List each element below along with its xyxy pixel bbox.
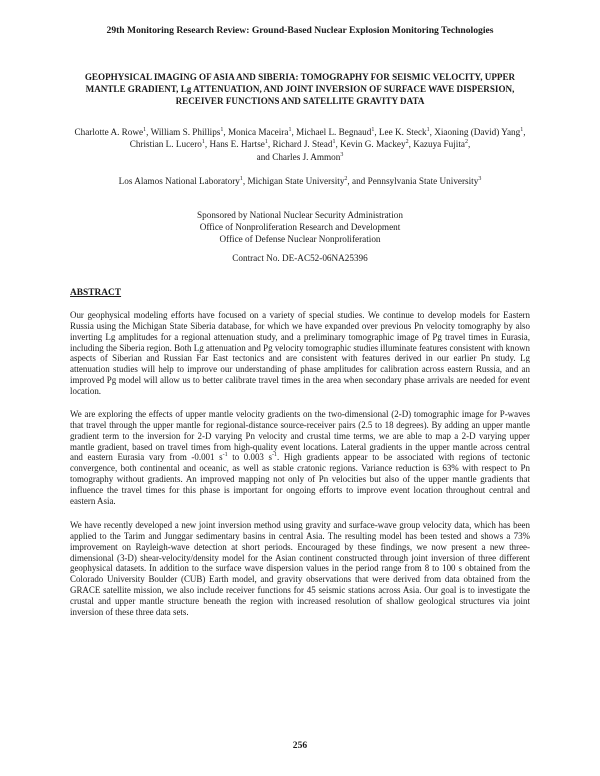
- author-name: Xiaoning (David) Yang: [434, 127, 521, 137]
- author-affiliation-mark: 1: [288, 126, 292, 133]
- abstract-heading: ABSTRACT: [70, 288, 122, 298]
- author: Kevin G. Mackey$^2$,: [340, 139, 414, 150]
- author-list: [70, 126, 530, 163]
- affiliation: [368, 176, 482, 186]
- superscript: -1: [222, 452, 228, 459]
- author-name: Christian L. Lucero: [129, 139, 202, 150]
- author-affiliation-mark: 1: [201, 139, 205, 146]
- page-number: 256: [292, 740, 308, 751]
- affiliation-list: [40, 176, 560, 186]
- author-affiliation-mark: 1: [143, 126, 147, 133]
- author-name: Kazuya Fujita: [413, 139, 465, 150]
- author-affiliation-mark: 1: [426, 126, 430, 133]
- sponsor-line: Office of Nonproliferation Research and Development: [199, 222, 401, 232]
- affiliation: Los Alamos National Laboratory$^1$,: [118, 175, 248, 186]
- abstract-paragraph: Our geophysical modeling efforts have focused on a variety of special studies. We continue to develop models for Eastern Russia using the Michigan State Siberia database, for which we have expanded over previous Pn velocity tomography by also inverting Lg amplitudes for a regional attenuation study, and a preliminary tomographic image of Pg travel times in Eurasia, including the Siberia region. Both Lg attenuation and Pg velocity tomographic studies illuminate features consistent with known aspects of Siberian and Russian Far East tectonics and are consistent with features derived in our earlier Pn study. Lg attenuation studies will help to improve our understanding of phase amplitudes for calibration across eastern Russia, and an improved Pg model will allow us to better calibrate travel times in the area when secondary phase arrivals are needed for event location.: [70, 310, 530, 396]
- author-name: Charlotte A. Rowe: [74, 127, 144, 137]
- author-name: Richard J. Stead: [272, 139, 333, 150]
- affiliation-name: Michigan State University: [247, 176, 345, 186]
- author: Charlotte A. Rowe$^1$,: [74, 126, 151, 137]
- author-affiliation-mark: 1: [264, 139, 268, 146]
- author: Richard J. Stead$^1$,: [272, 139, 341, 150]
- author-name: Hans E. Hartse: [209, 139, 265, 150]
- abstract-paragraph: We are exploring the effects of upper mantle velocity gradients on the two-dimensional (2-D) tomographic image for P-waves that travel through the upper mantle for regional-distance source-receiver pairs (2.5 to 18 degrees). By adding an upper mantle gradient term to the inversion for 2-D varying Pn velocity and crustal time terms, we are able to map a 2-D varying upper mantle gradient, based on travel times from high-quality event locations. Lateral gradients in the upper mantle across central and eastern Eurasia vary from -0.001 $s^{-1}$ to 0.003 $s^{-1}$. High gradients appear to be associated with regions of tectonic convergence, both continental and oceanic, as well as stable cratonic regions. Variance reduction is 63% with respect to Pn tomography without gradients. An improved mapping not only of Pn velocities but also of the upper mantle gradients that influence the travel times for this phase is important for ongoing efforts to improve event location throughout central and eastern Asia.: [70, 409, 530, 506]
- affiliation-mark: 1: [239, 175, 243, 182]
- contract-number: Contract No. DE-AC52-06NA25396: [232, 253, 368, 263]
- running-header: 29th Monitoring Research Review: Ground-Based Nuclear Explosion Monitoring Technologies: [106, 25, 494, 36]
- sponsor-line: Office of Defense Nuclear Nonproliferation: [219, 234, 381, 244]
- author: [257, 152, 344, 162]
- author-name: Monica Maceira: [227, 127, 289, 137]
- author-name: Lee K. Steck: [378, 127, 427, 137]
- author: Lee K. Steck$^1$,: [378, 126, 435, 137]
- affiliation-name: Pennsylvania State University: [367, 176, 479, 186]
- author-affiliation-mark: 3: [340, 151, 344, 158]
- author: Christian L. Lucero$^1$,: [129, 139, 210, 150]
- author: Kazuya Fujita$^2$,: [413, 139, 471, 150]
- author-name: Kevin G. Mackey: [340, 139, 406, 150]
- affiliation-mark: 3: [478, 175, 482, 182]
- author-affiliation-mark: 1: [332, 139, 336, 146]
- author-affiliation-mark: 2: [405, 139, 409, 146]
- sponsor-block: [0, 209, 600, 245]
- author: Xiaoning (David) Yang$^1$,: [434, 126, 526, 137]
- author-affiliation-mark: 1: [220, 126, 224, 133]
- affiliation-mark: 2: [344, 175, 348, 182]
- author: Michael L. Begnaud$^1$,: [296, 126, 379, 137]
- author-affiliation-mark: 1: [371, 126, 375, 133]
- author-affiliation-mark: 2: [465, 139, 468, 146]
- affiliation: Michigan State University$^2$, and: [247, 175, 368, 186]
- abstract-paragraph: We have recently developed a new joint inversion method using gravity and surface-wave group velocity data, which has been applied to the Tarim and Junggar sedimentary basins in central Asia. The resulting model has been tested and shows a 73% improvement on Rayleigh-wave detection at short periods. Encouraged by these findings, we now present a new three-dimensional (3-D) shear-velocity/density model for the Asian continent constructed through joint inversion of three different geophysical datasets. In addition to the surface wave dispersion values in the period range from 8 to 100 s obtained from the Colorado University Boulder (CUB) Earth model, and gravity observations that were derived from data obtained from the GRACE satellite mission, we also include receiver functions for 45 seismic stations across Asia. Our goal is to investigate the crustal and upper mantle structure beneath the region with increased resolution of shallow geological structures via joint inversion of these three data sets.: [70, 520, 530, 617]
- author-affiliation-mark: 1: [520, 126, 524, 133]
- author-name: William S. Phillips: [150, 127, 221, 137]
- paper-title: GEOPHYSICAL IMAGING OF ASIA AND SIBERIA: TOMOGRAPHY FOR SEISMIC VELOCITY, UPPER MANTLE GRADIENT, Lg ATTENUATION, AND JOINT INVERSION OF SURFACE WAVE DISPERSION, RECEIVER FUNCTIONS AND SATELLITE GRAVITY DATA: [84, 72, 516, 106]
- author: William S. Phillips$^1$,: [150, 126, 228, 137]
- superscript: -1: [272, 452, 278, 459]
- author: Hans E. Hartse$^1$,: [209, 139, 273, 150]
- author: Monica Maceira$^1$,: [227, 126, 297, 137]
- affiliation-name: Los Alamos National Laboratory: [118, 176, 240, 186]
- sponsor-line: Sponsored by National Nuclear Security Administration: [197, 210, 403, 220]
- author-name: Michael L. Begnaud: [296, 127, 372, 137]
- author-name: and Charles J. Ammon: [256, 151, 341, 162]
